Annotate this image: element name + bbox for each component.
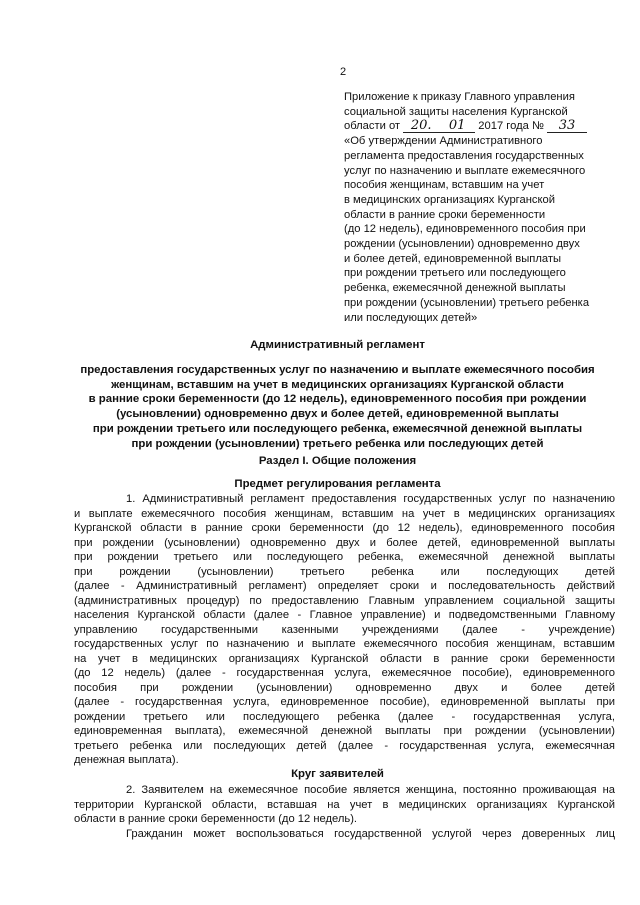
paragraph-line: (до 12 недель) (далее - государственная услуга, ежемесячное пособие), единовременного: [74, 667, 615, 679]
paragraph-line: (далее - государственная услуга, единовременное пособие), единовременной выплаты при: [74, 696, 615, 708]
subheading-applicants: Круг заявителей: [291, 768, 384, 780]
date-prefix: области от: [344, 120, 401, 133]
paragraph-line: 1. Административный регламент предоставления государственных услуг по назначению: [126, 493, 615, 505]
paragraph-line: населения Курганской области (далее - Главное управление) и подведомственными Главному: [74, 609, 615, 621]
appendix-line: при рождении (усыновлении) третьего ребенка: [344, 296, 590, 309]
appendix-date-line: [344, 119, 614, 134]
appendix-line: услуг по назначению и выплате ежемесячного: [344, 164, 586, 177]
appendix-line: Приложение к приказу Главного управления: [344, 91, 575, 103]
title-line: женщинам, вставшим на учет в медицинских организациях Курганской области: [111, 378, 564, 391]
page-number: 2: [340, 66, 347, 78]
appendix-line: регламента предоставления государственных: [344, 149, 584, 162]
paragraph-line: при рождении (усыновлении) одновременно двух и более детей, единовременной выплаты: [74, 536, 615, 549]
paragraph-1: [74, 492, 615, 768]
regulation-title: [60, 338, 615, 452]
appendix-title-lines: [344, 134, 614, 325]
paragraph-line: и выплате ежемесячного пособия женщинам, вставшим на учет в медицинских организациях: [74, 507, 615, 520]
appendix-header: [344, 90, 614, 325]
title-line: предоставления государственных услуг по назначению и выплате ежемесячного пособия: [80, 363, 595, 376]
paragraph-2: [74, 783, 615, 841]
paragraph-line: единовременная выплата), ежемесячной денежной выплаты при рождении (усыновлении): [74, 725, 615, 737]
title-line: при рождении (усыновлении) третьего ребенка или последующих детей: [131, 437, 544, 450]
paragraph-line: (административных процедур) по предоставлению Главным управлением социальной защиты: [74, 594, 615, 607]
handwritten-month: 01: [439, 120, 475, 133]
paragraph-line: Гражданин может воспользоваться государственной услугой через доверенных лиц: [126, 827, 615, 840]
appendix-line: в медицинских организациях Курганской: [344, 193, 555, 206]
title-line: (усыновлении) одновременно двух и более детей, единовременной выплаты: [116, 408, 559, 421]
title-line: в ранние сроки беременности (до 12 недель), единовременного пособия при рождении: [88, 393, 587, 406]
paragraph-line: третьего ребенка или последующих детей (далее - государственная услуга, ежемесячная: [74, 739, 615, 752]
title-first-line: Административный регламент: [250, 339, 425, 351]
appendix-line: рождении (усыновлении) одновременно двух: [344, 238, 580, 251]
date-year: 2017 года №: [478, 120, 544, 133]
paragraph-line: управлению государственными казенными учреждениями (далее - учреждение): [74, 623, 615, 636]
paragraph-line: территории Курганской области, вставшая на учет в медицинских организациях Курганской: [74, 798, 615, 811]
appendix-line: или последующих детей»: [344, 311, 478, 324]
paragraph-line: пособия при рождении (усыновлении) одновременно двух и более детей: [74, 681, 615, 694]
paragraph-line: (далее - Административный регламент) определяет сроки и последовательность действий: [74, 580, 615, 592]
paragraph-line: при рождении (усыновлении) третьего ребенка или последующих детей: [74, 565, 615, 578]
appendix-line: (до 12 недель), единовременного пособия при: [344, 223, 586, 236]
paragraph-line: при рождении третьего или последующего ребенка, ежемесячной денежной выплаты: [74, 551, 615, 563]
subheading-subject: Предмет регулирования регламента: [234, 478, 441, 490]
title-line: при рождении третьего или последующего ребенка, ежемесячной денежной выплаты: [92, 422, 583, 435]
handwritten-order-number: 33: [547, 120, 587, 133]
appendix-line: области в ранние сроки беременности: [344, 208, 546, 221]
appendix-line: социальной защиты населения Курганской: [344, 105, 568, 118]
appendix-line: ребенка, ежемесячной денежной выплаты: [344, 282, 566, 295]
handwritten-day: 20.: [403, 120, 439, 133]
paragraph-line: области в ранние сроки беременности (до 12 недель).: [74, 813, 358, 825]
section-heading: Раздел I. Общие положения: [258, 455, 417, 467]
appendix-line: и более детей, единовременной выплаты: [344, 252, 561, 265]
appendix-line: при рождении третьего или последующего: [344, 267, 566, 280]
paragraph-line: на учет в медицинских организациях Курганской области в ранние сроки беременности: [74, 652, 615, 665]
paragraph-line: государственных услуг по назначению и выплате ежемесячного пособия женщинам, вставшим: [74, 638, 615, 650]
appendix-line: «Об утверждении Административного: [344, 135, 543, 148]
title-lines: [60, 363, 615, 452]
paragraph-line: Курганской области в ранние сроки беременности (до 12 недель), единовременного пособия: [74, 522, 615, 534]
paragraph-line: 2. Заявителем на ежемесячное пособие является женщина, постоянно проживающая на: [126, 784, 615, 796]
appendix-line: пособия женщинам, вставшим на учет: [344, 179, 545, 192]
paragraph-line: денежная выплата).: [74, 754, 179, 766]
paragraph-line: рождении третьего или последующего ребенка (далее - государственная услуга,: [74, 710, 615, 723]
